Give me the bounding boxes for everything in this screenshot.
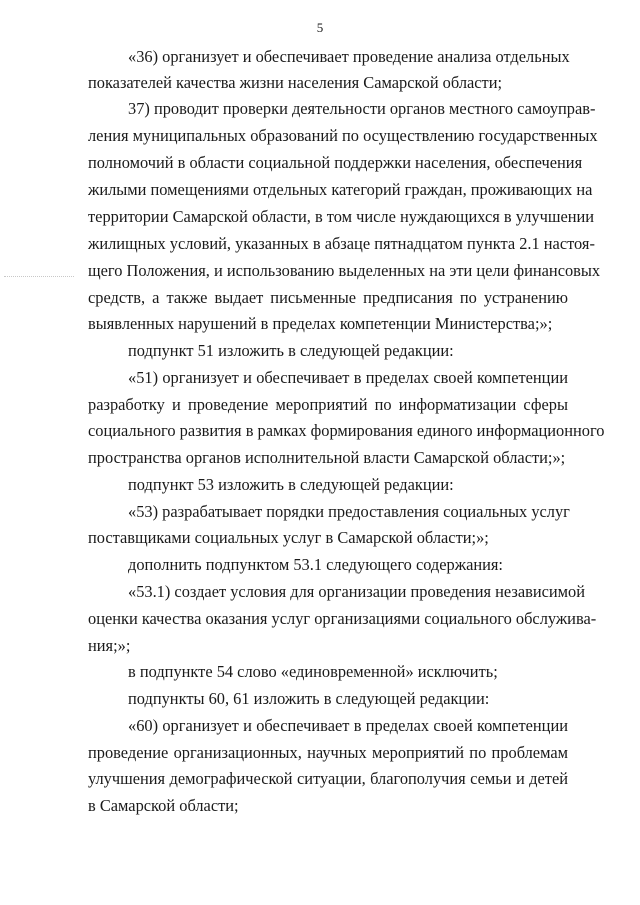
text-line: территории Самарской области, в том числе нуждающихся в улучшении [88, 207, 595, 226]
text-line: показателей качества жизни населения Самарской области; [88, 73, 503, 92]
text-line: жилыми помещениями отдельных категорий граждан, проживающих на [88, 180, 593, 199]
text-line: разработку и проведение мероприятий по информатизации сферы [88, 395, 568, 414]
text-line: подпункты 60, 61 изложить в следующей редакции: [128, 689, 490, 708]
text-line: средств, а также выдает письменные предписания по устранению [88, 288, 568, 307]
text-line: 37) проводит проверки деятельности органов местного самоуправ- [128, 99, 596, 118]
text-line: «53) разрабатывает порядки предоставления социальных услуг [128, 502, 570, 521]
text-line: социального развития в рамках формирования единого информационного [88, 421, 605, 440]
text-line: улучшения демографической ситуации, благополучия семьи и детей [88, 769, 568, 788]
text-line: подпункт 51 изложить в следующей редакции: [128, 341, 454, 360]
text-line: жилищных условий, указанных в абзаце пятнадцатом пункта 2.1 настоя- [88, 234, 595, 253]
text-line: в Самарской области; [88, 796, 239, 815]
text-line: дополнить подпунктом 53.1 следующего содержания: [128, 555, 503, 574]
text-line: поставщиками социальных услуг в Самарской области;»; [88, 528, 489, 547]
text-line: ния;»; [88, 636, 131, 655]
text-line: «51) организует и обеспечивает в пределах своей компетенции [128, 368, 568, 387]
text-line: в подпункте 54 слово «единовременной» исключить; [128, 662, 498, 681]
text-line: выявленных нарушений в пределах компетенции Министерства;»; [88, 314, 553, 333]
text-line: подпункт 53 изложить в следующей редакции: [128, 475, 454, 494]
text-line: проведение организационных, научных мероприятий по проблемам [88, 743, 568, 762]
text-line: «53.1) создает условия для организации проведения независимой [128, 582, 586, 601]
text-line: пространства органов исполнительной власти Самарской области;»; [88, 448, 566, 467]
text-line: оценки качества оказания услуг организациями социального обслужива- [88, 609, 597, 628]
text-line: ления муниципальных образований по осуществлению государственных [88, 126, 598, 145]
text-line: щего Положения, и использованию выделенных на эти цели финансовых [88, 261, 601, 280]
text-line: «36) организует и обеспечивает проведение анализа отдельных [128, 47, 570, 66]
text-line: полномочий в области социальной поддержки населения, обеспечения [88, 153, 583, 172]
page-number: 5 [316, 20, 324, 35]
scan-mark [4, 276, 74, 278]
text-line: «60) организует и обеспечивает в пределах своей компетенции [128, 716, 568, 735]
